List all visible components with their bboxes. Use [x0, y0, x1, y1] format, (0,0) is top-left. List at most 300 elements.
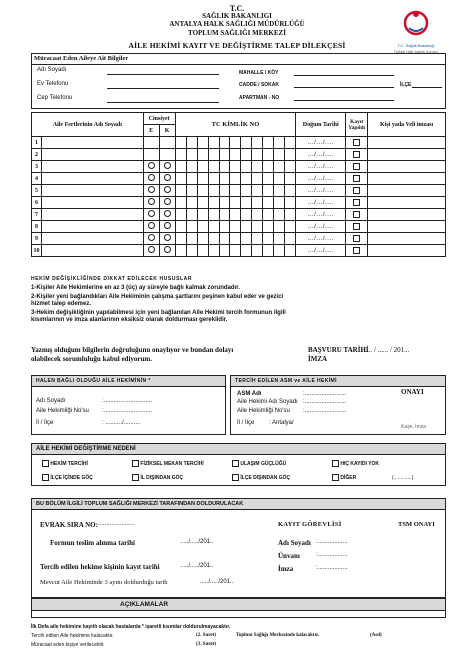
current-doctor-no-label: Aile Hekimliği No'su — [36, 408, 89, 414]
member-name-cell[interactable] — [41, 161, 143, 173]
tc-digit-cell[interactable] — [230, 245, 241, 257]
tc-digit-cell[interactable] — [230, 149, 241, 161]
tc-digit-cell[interactable] — [219, 173, 230, 185]
new-doctor-no-label: Aile Hekimliği No'su — [237, 408, 290, 414]
kayit-cell[interactable] — [346, 221, 368, 233]
gender-k-cell[interactable] — [159, 185, 175, 197]
gender-k-radio[interactable] — [164, 234, 171, 241]
tc-digit-cell[interactable] — [252, 197, 263, 209]
kayit-checkbox[interactable] — [353, 199, 360, 206]
tc-digit-cell[interactable] — [263, 149, 274, 161]
reason-option-label: DİĞER — [340, 474, 357, 481]
signature-cell[interactable] — [368, 197, 446, 209]
signature-cell[interactable] — [368, 149, 446, 161]
form-received-label: Formun teslim alınma tarihi — [50, 539, 135, 547]
header-line3: ANTALYA HALK SAĞLIĞI MÜDÜRLÜĞÜ — [169, 20, 305, 28]
tc-digit-cell[interactable] — [285, 173, 296, 185]
tc-digit-cell[interactable] — [175, 233, 186, 245]
gender-k-radio[interactable] — [164, 186, 171, 193]
tc-digit-cell[interactable] — [285, 161, 296, 173]
reason-option[interactable] — [232, 474, 290, 481]
applicant-sign-label: İMZA — [308, 355, 328, 363]
reason-checkbox[interactable] — [332, 460, 339, 467]
registrar-label: KAYIT GÖREVLİSİ — [278, 521, 342, 528]
header-line2: SAĞLIK BAKANLIGI — [202, 12, 272, 20]
three-months-value[interactable]: ...../...../201.. — [200, 579, 234, 585]
footer-line1: İlk Defa aile hekimine kayıtlı olacak hastalarda * işaretli kısımlar doldurulmayacaktır. — [31, 624, 231, 630]
asm-name-label: ASM Adı — [237, 391, 262, 397]
new-doctor-section — [230, 375, 446, 435]
footer-line2: Tercih edilen Aile hekimine kalacaktır. — [31, 633, 114, 639]
kayit-checkbox[interactable] — [353, 151, 360, 158]
pref-date-value[interactable]: ...../...../201.. — [180, 563, 214, 569]
gender-e-cell[interactable] — [143, 209, 159, 221]
kayit-cell[interactable] — [346, 209, 368, 221]
footer-line2-right-copy: (Asıl) — [370, 633, 382, 638]
gender-k-cell[interactable] — [159, 137, 175, 149]
gender-e-radio[interactable] — [148, 222, 155, 229]
gender-e-cell[interactable] — [143, 233, 159, 245]
tc-digit-cell[interactable] — [285, 197, 296, 209]
birth-date-cell[interactable]: .../.../.... — [296, 197, 346, 209]
tc-digit-cell[interactable] — [263, 233, 274, 245]
current-doctor-city-label: İl / İlçe — [36, 420, 54, 426]
gender-k-cell[interactable] — [159, 209, 175, 221]
birth-date-cell[interactable]: .../.../.... — [296, 173, 346, 185]
gender-e-radio[interactable] — [148, 246, 155, 253]
tc-digit-cell[interactable] — [252, 233, 263, 245]
pref-date-label: Tercih edilen hekime kişinin kayıt tarihi — [40, 563, 160, 571]
tc-digit-cell[interactable] — [219, 233, 230, 245]
tc-digit-cell[interactable] — [175, 197, 186, 209]
gender-k-cell[interactable] — [159, 233, 175, 245]
reason-checkbox[interactable] — [232, 474, 239, 481]
tc-digit-cell[interactable] — [285, 137, 296, 149]
tc-digit-cell[interactable] — [208, 197, 219, 209]
mahalle-field[interactable] — [294, 68, 394, 76]
tc-digit-cell[interactable] — [219, 221, 230, 233]
tc-digit-cell[interactable] — [274, 221, 285, 233]
signature-cell[interactable] — [368, 221, 446, 233]
tc-digit-cell[interactable] — [230, 173, 241, 185]
tc-digit-cell[interactable] — [208, 233, 219, 245]
tc-digit-cell[interactable] — [274, 185, 285, 197]
signature-cell[interactable] — [368, 173, 446, 185]
tc-digit-cell[interactable] — [263, 173, 274, 185]
gender-k-cell[interactable] — [159, 245, 175, 257]
tc-digit-cell[interactable] — [274, 197, 285, 209]
tc-digit-cell[interactable] — [208, 149, 219, 161]
signature-cell[interactable] — [368, 161, 446, 173]
gender-k-cell[interactable] — [159, 221, 175, 233]
tc-digit-cell[interactable] — [274, 209, 285, 221]
gender-k-radio[interactable] — [164, 222, 171, 229]
current-doctor-no-field[interactable]: :............................. — [102, 408, 153, 414]
tc-digit-cell[interactable] — [274, 173, 285, 185]
kayit-checkbox[interactable] — [353, 235, 360, 242]
tc-digit-cell[interactable] — [197, 173, 208, 185]
kayit-cell[interactable] — [346, 137, 368, 149]
tc-digit-cell[interactable] — [263, 221, 274, 233]
tc-digit-cell[interactable] — [186, 197, 197, 209]
table-header-row — [32, 113, 446, 125]
tc-digit-cell[interactable] — [197, 161, 208, 173]
tc-digit-cell[interactable] — [219, 161, 230, 173]
tc-digit-cell[interactable] — [274, 149, 285, 161]
reason-option[interactable] — [132, 460, 204, 467]
tc-digit-cell[interactable] — [197, 209, 208, 221]
tc-digit-cell[interactable] — [186, 233, 197, 245]
gender-e-cell[interactable] — [143, 161, 159, 173]
birth-date-cell[interactable]: .../.../.... — [296, 149, 346, 161]
kayit-cell[interactable] — [346, 185, 368, 197]
birth-date-cell[interactable]: .../.../.... — [296, 137, 346, 149]
reason-option[interactable] — [42, 474, 93, 481]
member-name-cell[interactable] — [41, 197, 143, 209]
signature-cell[interactable] — [368, 233, 446, 245]
form-title: AİLE HEKİMİ KAYIT VE DEĞİŞTİRME TALEP DİLEKÇESİ — [128, 41, 346, 50]
gender-k-radio[interactable] — [164, 162, 171, 169]
tc-digit-cell[interactable] — [208, 173, 219, 185]
gender-e-cell[interactable] — [143, 221, 159, 233]
birth-date-cell[interactable]: .../.../.... — [296, 161, 346, 173]
footer-line2-copy: (2. Suret) — [196, 633, 216, 638]
tc-digit-cell[interactable] — [252, 161, 263, 173]
kayit-checkbox[interactable] — [353, 247, 360, 254]
applicant-section-label: Müracaat Eden Aileye Ait Bilgiler — [34, 55, 129, 62]
tc-digit-cell[interactable] — [208, 185, 219, 197]
table-row — [32, 161, 446, 173]
reason-option[interactable] — [42, 460, 88, 467]
current-doctor-name-field[interactable]: :............................. — [102, 398, 153, 404]
application-date-label: BAŞVURU TARİHİ — [308, 346, 369, 354]
tc-digit-cell[interactable] — [186, 173, 197, 185]
office-title-field[interactable]: :.................. — [316, 552, 348, 558]
gender-k-cell[interactable] — [159, 149, 175, 161]
family-members-table-wrap — [31, 112, 446, 257]
tc-digit-cell[interactable] — [285, 185, 296, 197]
reason-option[interactable] — [332, 460, 379, 467]
table-row — [32, 149, 446, 161]
gender-k-radio[interactable] — [164, 246, 171, 253]
row-number: 9 — [32, 233, 42, 245]
tc-digit-cell[interactable] — [230, 197, 241, 209]
gender-e-radio[interactable] — [148, 162, 155, 169]
birth-date-cell[interactable]: .../.../.... — [296, 245, 346, 257]
row-number: 6 — [32, 197, 42, 209]
mahalle-label: MAHALLE / KÖY — [239, 70, 279, 76]
tc-digit-cell[interactable] — [274, 161, 285, 173]
tc-digit-cell[interactable] — [230, 137, 241, 149]
reason-checkbox[interactable] — [132, 460, 139, 467]
reason-checkbox[interactable] — [232, 460, 239, 467]
gender-e-cell[interactable] — [143, 185, 159, 197]
member-name-cell[interactable] — [41, 233, 143, 245]
reason-option-label: HEKİM TERCİHİ — [50, 460, 88, 467]
tc-digit-cell[interactable] — [252, 173, 263, 185]
tc-digit-cell[interactable] — [197, 245, 208, 257]
tc-digit-cell[interactable] — [263, 185, 274, 197]
gender-e-radio[interactable] — [148, 210, 155, 217]
kayit-cell[interactable] — [346, 197, 368, 209]
tc-digit-cell[interactable] — [197, 233, 208, 245]
office-section — [31, 498, 446, 598]
tc-digit-cell[interactable] — [175, 209, 186, 221]
tc-digit-cell[interactable] — [285, 149, 296, 161]
tc-digit-cell[interactable] — [252, 185, 263, 197]
tc-digit-cell[interactable] — [219, 137, 230, 149]
tc-digit-cell[interactable] — [252, 137, 263, 149]
note-1: 1-Kişiler Aile Hekimlerine en az 3 (üç) ay süreyle bağlı kalmak zorundadır. — [31, 285, 240, 291]
col-kayit-header: Kayıt Yapıldı — [346, 113, 368, 137]
member-name-cell[interactable] — [41, 245, 143, 257]
tc-digit-cell[interactable] — [241, 149, 252, 161]
office-name-label: Adı Soyadı — [278, 539, 311, 547]
tc-digit-cell[interactable] — [175, 137, 186, 149]
tc-digit-cell[interactable] — [230, 209, 241, 221]
signature-cell[interactable] — [368, 209, 446, 221]
member-name-cell[interactable] — [41, 221, 143, 233]
member-name-cell[interactable] — [41, 185, 143, 197]
tc-digit-cell[interactable] — [197, 185, 208, 197]
tc-digit-cell[interactable] — [252, 221, 263, 233]
gender-k-cell[interactable] — [159, 197, 175, 209]
tc-digit-cell[interactable] — [263, 161, 274, 173]
tc-digit-cell[interactable] — [186, 161, 197, 173]
tc-digit-cell[interactable] — [241, 209, 252, 221]
reason-checkbox[interactable] — [332, 474, 339, 481]
kayit-cell[interactable] — [346, 245, 368, 257]
asm-name-field[interactable]: :......................... — [303, 391, 347, 397]
tc-digit-cell[interactable] — [175, 185, 186, 197]
tc-digit-cell[interactable] — [230, 233, 241, 245]
tc-digit-cell[interactable] — [285, 233, 296, 245]
reason-option-label: ULAŞIM GÜÇLÜĞÜ — [240, 460, 287, 467]
tc-digit-cell[interactable] — [175, 149, 186, 161]
tc-digit-cell[interactable] — [274, 233, 285, 245]
evrak-field[interactable]: ...................... — [98, 521, 135, 527]
reason-title: AİLE HEKİMİ DEĞİŞTİRME NEDENİ — [32, 444, 445, 455]
tc-digit-cell[interactable] — [241, 185, 252, 197]
tc-digit-cell[interactable] — [197, 197, 208, 209]
signature-cell[interactable] — [368, 185, 446, 197]
birth-date-cell[interactable]: .../.../.... — [296, 209, 346, 221]
tc-digit-cell[interactable] — [263, 197, 274, 209]
gender-e-cell[interactable] — [143, 173, 159, 185]
gender-k-cell[interactable] — [159, 173, 175, 185]
reason-checkbox[interactable] — [42, 474, 49, 481]
reason-other-dots[interactable]: (.............) — [392, 475, 414, 481]
office-name-field[interactable]: :.................. — [316, 539, 348, 545]
tc-digit-cell[interactable] — [230, 161, 241, 173]
application-date-value[interactable]: : ...... / ...... / 201... — [358, 346, 410, 354]
tc-digit-cell[interactable] — [263, 245, 274, 257]
current-doctor-name-label: Adı Soyadı — [36, 398, 66, 404]
kayit-checkbox[interactable] — [353, 211, 360, 218]
footer-line2-right: Toplum Sağlığı Merkezinde kalacaktır. — [236, 633, 319, 638]
tc-digit-cell[interactable] — [219, 149, 230, 161]
tc-digit-cell[interactable] — [175, 161, 186, 173]
tc-digit-cell[interactable] — [186, 245, 197, 257]
tc-digit-cell[interactable] — [241, 233, 252, 245]
tc-digit-cell[interactable] — [175, 173, 186, 185]
cadde-label: CADDE / SOKAK — [239, 82, 280, 88]
tc-digit-cell[interactable] — [175, 245, 186, 257]
birth-date-cell[interactable]: .../.../.... — [296, 233, 346, 245]
apartman-label: APARTMAN - NO — [239, 95, 280, 101]
table-row — [32, 137, 446, 149]
col-k-header: K — [159, 125, 175, 137]
gender-e-cell[interactable] — [143, 197, 159, 209]
tsm-approval-label: TSM ONAYI — [398, 521, 435, 528]
gender-e-radio[interactable] — [148, 198, 155, 205]
kayit-checkbox[interactable] — [353, 175, 360, 182]
reason-option-label: İLÇE İÇİNDE GÖÇ — [50, 474, 93, 481]
ilce-field[interactable] — [412, 80, 442, 88]
gender-k-radio[interactable] — [164, 174, 171, 181]
tc-digit-cell[interactable] — [208, 161, 219, 173]
row-number: 4 — [32, 173, 42, 185]
office-sign-label: İmza — [278, 565, 294, 573]
reason-checkbox[interactable] — [132, 474, 139, 481]
reason-option[interactable] — [332, 474, 356, 481]
kayit-checkbox[interactable] — [353, 139, 360, 146]
gender-e-cell[interactable] — [143, 137, 159, 149]
table-row — [32, 173, 446, 185]
gender-e-radio[interactable] — [148, 234, 155, 241]
new-doctor-name-field[interactable]: :......................... — [303, 399, 347, 405]
tc-digit-cell[interactable] — [230, 185, 241, 197]
table-row — [32, 197, 446, 209]
tc-digit-cell[interactable] — [219, 245, 230, 257]
table-row — [32, 185, 446, 197]
kayit-checkbox[interactable] — [353, 187, 360, 194]
tc-digit-cell[interactable] — [285, 221, 296, 233]
reason-option[interactable] — [132, 474, 183, 481]
signature-cell[interactable] — [368, 245, 446, 257]
note-2: 2-Kişiler yeni bağlandıkları Aile Hekiminin çalışma şartlarını peşinen kabul eder ve gezici hizmet talep edemez. — [31, 294, 284, 307]
applicant-section — [31, 53, 446, 109]
tc-digit-cell[interactable] — [252, 149, 263, 161]
evrak-label: EVRAK SIRA NO: — [40, 521, 98, 529]
reason-option-label: İLÇE DIŞINDAN GÖÇ — [240, 474, 291, 481]
kayit-checkbox[interactable] — [353, 223, 360, 230]
new-doctor-stamp-label: ONAYI — [401, 388, 424, 396]
name-field[interactable] — [107, 66, 219, 75]
ministry-logo — [386, 8, 446, 54]
member-name-cell[interactable] — [41, 149, 143, 161]
current-doctor-title: HALEN BAĞLI OLDUĞU AİLE HEKİMİNİN * — [32, 376, 225, 387]
header-line4: TOPLUM SAĞLIĞI MERKEZİ — [188, 29, 286, 37]
member-name-cell[interactable] — [41, 209, 143, 221]
home-phone-field[interactable] — [107, 80, 219, 89]
notes-section — [31, 276, 291, 324]
tc-digit-cell[interactable] — [241, 173, 252, 185]
tc-digit-cell[interactable] — [241, 221, 252, 233]
table-row — [32, 221, 446, 233]
form-received-date[interactable]: ...../...../201.. — [180, 539, 214, 545]
kayit-cell[interactable] — [346, 173, 368, 185]
birth-date-cell[interactable]: .../.../.... — [296, 185, 346, 197]
tc-digit-cell[interactable] — [219, 197, 230, 209]
tc-digit-cell[interactable] — [241, 197, 252, 209]
gender-k-cell[interactable] — [159, 161, 175, 173]
tc-digit-cell[interactable] — [186, 185, 197, 197]
tc-digit-cell[interactable] — [219, 209, 230, 221]
tc-digit-cell[interactable] — [208, 245, 219, 257]
tc-digit-cell[interactable] — [230, 221, 241, 233]
office-sign-field[interactable]: :.................. — [316, 565, 348, 571]
tc-digit-cell[interactable] — [197, 149, 208, 161]
tc-digit-cell[interactable] — [274, 245, 285, 257]
tc-digit-cell[interactable] — [241, 245, 252, 257]
tc-digit-cell[interactable] — [186, 149, 197, 161]
tc-digit-cell[interactable] — [241, 161, 252, 173]
tc-digit-cell[interactable] — [285, 245, 296, 257]
kayit-cell[interactable] — [346, 161, 368, 173]
tc-digit-cell[interactable] — [274, 137, 285, 149]
name-label: Adı Soyadı — [37, 67, 67, 73]
birth-date-cell[interactable]: .../.../.... — [296, 221, 346, 233]
new-doctor-no-field[interactable]: :......................... — [303, 408, 347, 414]
gender-e-radio[interactable] — [148, 174, 155, 181]
gender-e-radio[interactable] — [148, 186, 155, 193]
remarks-title: AÇIKLAMALAR — [32, 599, 445, 611]
tc-digit-cell[interactable] — [175, 221, 186, 233]
declaration-text: Yazmış olduğum bilgilerin doğruluğunu onaylıyor ve bundan dolayı olabilecek sorumluluğu kabul ediyorum. — [31, 346, 234, 363]
tc-digit-cell[interactable] — [219, 185, 230, 197]
kayit-cell[interactable] — [346, 233, 368, 245]
gender-k-radio[interactable] — [164, 210, 171, 217]
tc-digit-cell[interactable] — [208, 137, 219, 149]
reason-option[interactable] — [232, 460, 286, 467]
signature-cell[interactable] — [368, 137, 446, 149]
row-number: 7 — [32, 209, 42, 221]
tc-digit-cell[interactable] — [208, 209, 219, 221]
member-name-cell[interactable] — [41, 173, 143, 185]
new-doctor-city-value[interactable]: : Antalya/ — [269, 420, 294, 426]
tc-digit-cell[interactable] — [197, 221, 208, 233]
tc-digit-cell[interactable] — [241, 137, 252, 149]
tc-digit-cell[interactable] — [186, 221, 197, 233]
header-line1: T.C. — [229, 4, 245, 13]
tc-digit-cell[interactable] — [197, 137, 208, 149]
gender-e-cell[interactable] — [143, 245, 159, 257]
tc-digit-cell[interactable] — [186, 209, 197, 221]
col-name-header: Aile Fertlerinin Adı Soyadı — [32, 113, 144, 137]
apartman-field[interactable] — [294, 93, 394, 101]
tc-digit-cell[interactable] — [263, 209, 274, 221]
reason-checkbox[interactable] — [42, 460, 49, 467]
row-number: 8 — [32, 221, 42, 233]
tc-digit-cell[interactable] — [285, 209, 296, 221]
mobile-phone-field[interactable] — [107, 94, 219, 103]
current-doctor-city-field[interactable]: : ........../.......... — [102, 420, 141, 426]
member-name-cell[interactable] — [41, 137, 143, 149]
gender-k-radio[interactable] — [164, 198, 171, 205]
tc-digit-cell[interactable] — [263, 137, 274, 149]
tc-digit-cell[interactable] — [252, 209, 263, 221]
tc-digit-cell[interactable] — [252, 245, 263, 257]
gender-e-cell[interactable] — [143, 149, 159, 161]
cadde-field[interactable] — [294, 80, 394, 88]
tc-digit-cell[interactable] — [186, 137, 197, 149]
kayit-checkbox[interactable] — [353, 163, 360, 170]
new-doctor-title: TERCİH EDİLEN ASM ve AİLE HEKİMİ — [231, 376, 445, 387]
tc-digit-cell[interactable] — [208, 221, 219, 233]
col-birth-header: Doğum Tarihi — [296, 113, 346, 137]
kayit-cell[interactable] — [346, 149, 368, 161]
